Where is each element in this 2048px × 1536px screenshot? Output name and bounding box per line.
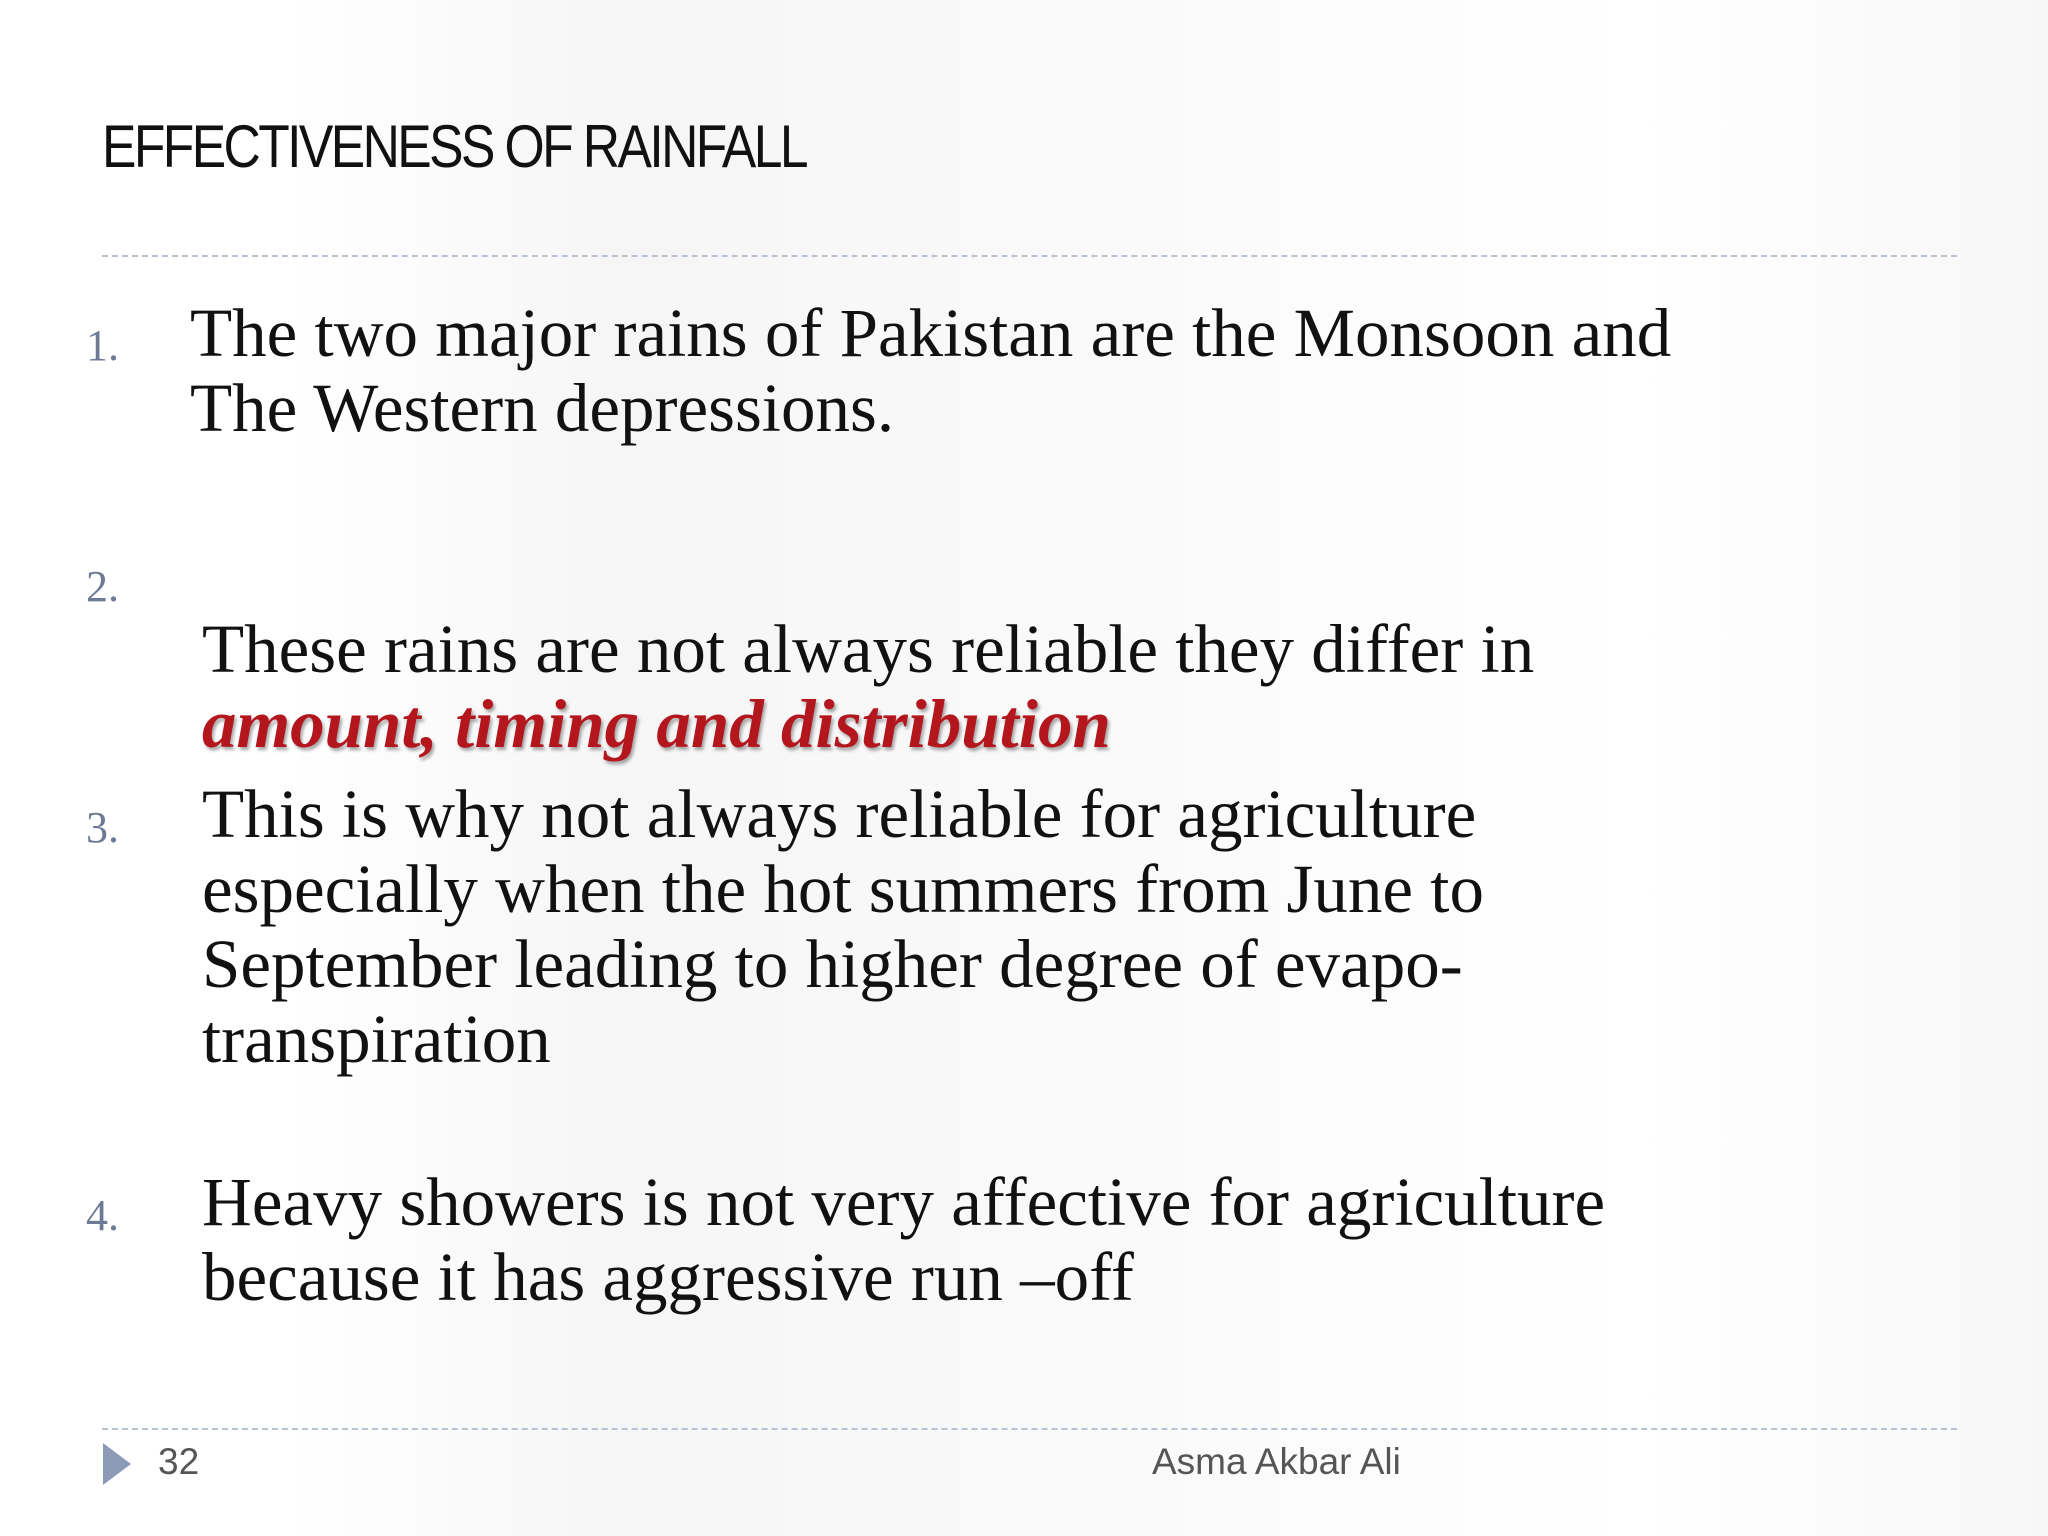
list-item-text: This is why not always reliable for agriculture especially when the hot summers from June to September leading to higher degree of evapo- transpiration [202, 776, 1484, 1077]
list-item-number: 2. [86, 562, 119, 611]
emphasis-text: amount, timing and distribution [202, 686, 1111, 762]
list-item-text: Heavy showers is not very affective for agriculture because it has aggressive run –off [202, 1164, 1606, 1315]
triangle-right-icon [103, 1443, 131, 1485]
title-divider [102, 255, 1957, 257]
list-item-number: 1. [86, 321, 119, 370]
list-item-plain-text: These rains are not always reliable they differ in [202, 611, 1535, 687]
footer-divider [102, 1428, 1957, 1430]
slide-title: EFFECTIVENESS OF RAINFALL [102, 113, 806, 180]
list-item-number: 3. [86, 803, 119, 852]
page-number: 32 [158, 1441, 200, 1482]
author-name: Asma Akbar Ali [1152, 1441, 1401, 1482]
list-item-text: The two major rains of Pakistan are the Monsoon and The Western depressions. [190, 295, 1672, 446]
list-item-number: 4. [86, 1191, 119, 1240]
